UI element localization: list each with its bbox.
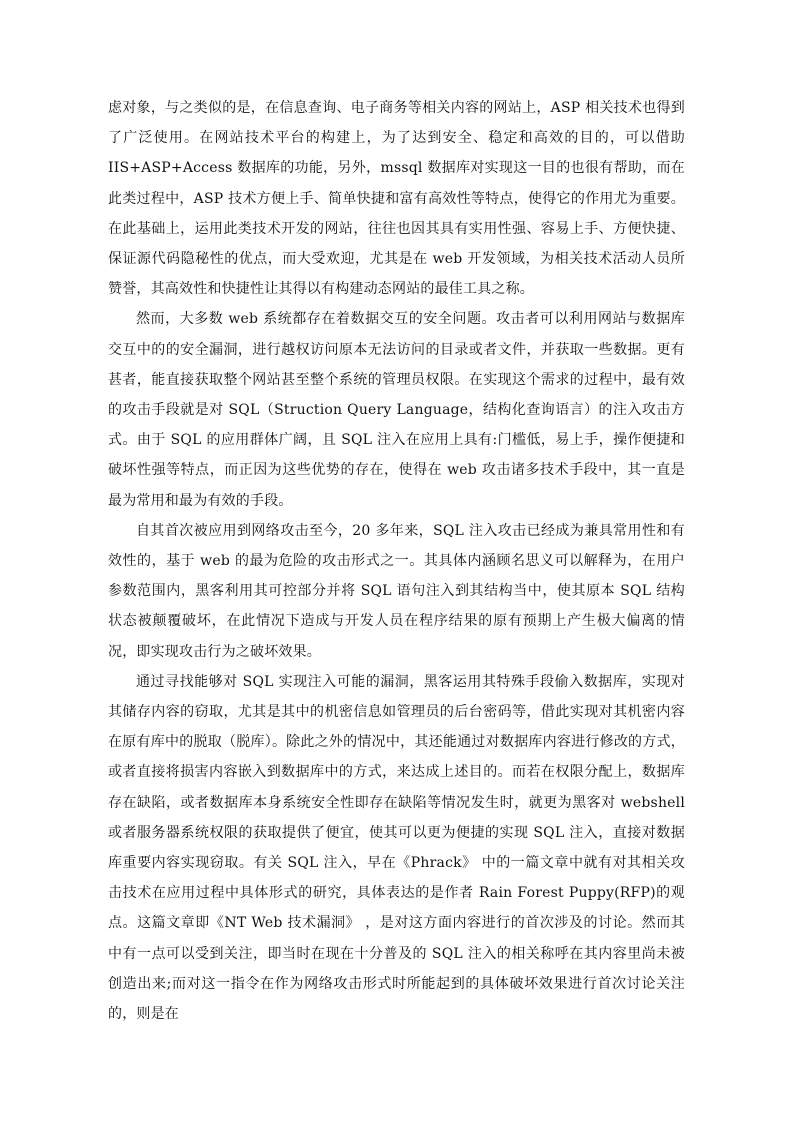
paragraph-3: 自其首次被应用到网络攻击至今，20 多年来，SQL 注入攻击已经成为兼具常用性和有效性的，基于 web 的最为危险的攻击形式之一。其具体内涵顾名思义可以解释为，在用户参数范围内，黑客利用其可控部分并将 SQL 语句注入到其结构当中，使其原本 SQL 结构状态被颠覆破坏，在此情况下造成与开发人员在程序结果的原有预期上产生极大偏离的情况，即实现攻击行为之破坏效果。 — [108, 522, 685, 660]
document-body — [108, 93, 685, 1029]
paragraph-1: 虑对象，与之类似的是，在信息查询、电子商务等相关内容的网站上，ASP 相关技术也得到了广泛使用。在网站技术平台的构建上，为了达到安全、稳定和高效的目的，可以借助 IIS+ASP+Access 数据库的功能，另外，mssql 数据库对实现这一目的也很有帮助，而在此类过程中，ASP 技术方便上手、简单快捷和富有高效性等特点，使得它的作用尤为重要。在此基础上，运用此类技术开发的网站，往往也因其具有实用性强、容易上手、方便快捷、保证源代码隐秘性的优点，而大受欢迎，尤其是在 web 开发领域，为相关技术活动人员所赞誉，其高效性和快捷性让其得以有构建动态网站的最佳工具之称。 — [108, 100, 685, 298]
paragraph-4: 通过寻找能够对 SQL 实现注入可能的漏洞，黑客运用其特殊手段偷入数据库，实现对其储存内容的窃取，尤其是其中的机密信息如管理员的后台密码等，借此实现对其机密内容在原有库中的脱取（脱库）。除此之外的情况中，其还能通过对数据库内容进行修改的方式，或者直接将损害内容嵌入到数据库中的方式，来达成上述目的。而若在权限分配上，数据库存在缺陷，或者数据库本身系统安全性即存在缺陷等情况发生时，就更为黑客对 webshell 或者服务器系统权限的获取提供了便宜，使其可以更为便捷的实现 SQL 注入，直接对数据库重要内容实现窃取。有关 SQL 注入，早在《Phrack》 中的一篇文章中就有对其相关攻击技术在应用过程中具体形式的研究，具体表达的是作者 Rain Forest Puppy(RFP)的观点。这篇文章即《NT Web 技术漏洞》 ，是对这方面内容进行的首次涉及的讨论。然而其中有一点可以受到关注，即当时在现在十分普及的 SQL 注入的相关称呼在其内容里尚未被创造出来;而对这一指令在作为网络攻击形式时所能起到的具体破坏效果进行首次讨论关注的，则是在 — [108, 673, 685, 1023]
paragraph-2: 然而，大多数 web 系统都存在着数据交互的安全问题。攻击者可以利用网站与数据库交互中的的安全漏洞，进行越权访问原本无法访问的目录或者文件，并获取一些数据。更有甚者，能直接获取整个网站甚至整个系统的管理员权限。在实现这个需求的过程中，最有效的攻击手段就是对 SQL（Struction Query Language，结构化查询语言）的注入攻击方式。由于 SQL 的应用群体广阔，且 SQL 注入在应用上具有:门槛低，易上手，操作便捷和破坏性强等特点，而正因为这些优势的存在，使得在 web 攻击诸多技术手段中，其一直是最为常用和最为有效的手段。 — [108, 311, 685, 509]
